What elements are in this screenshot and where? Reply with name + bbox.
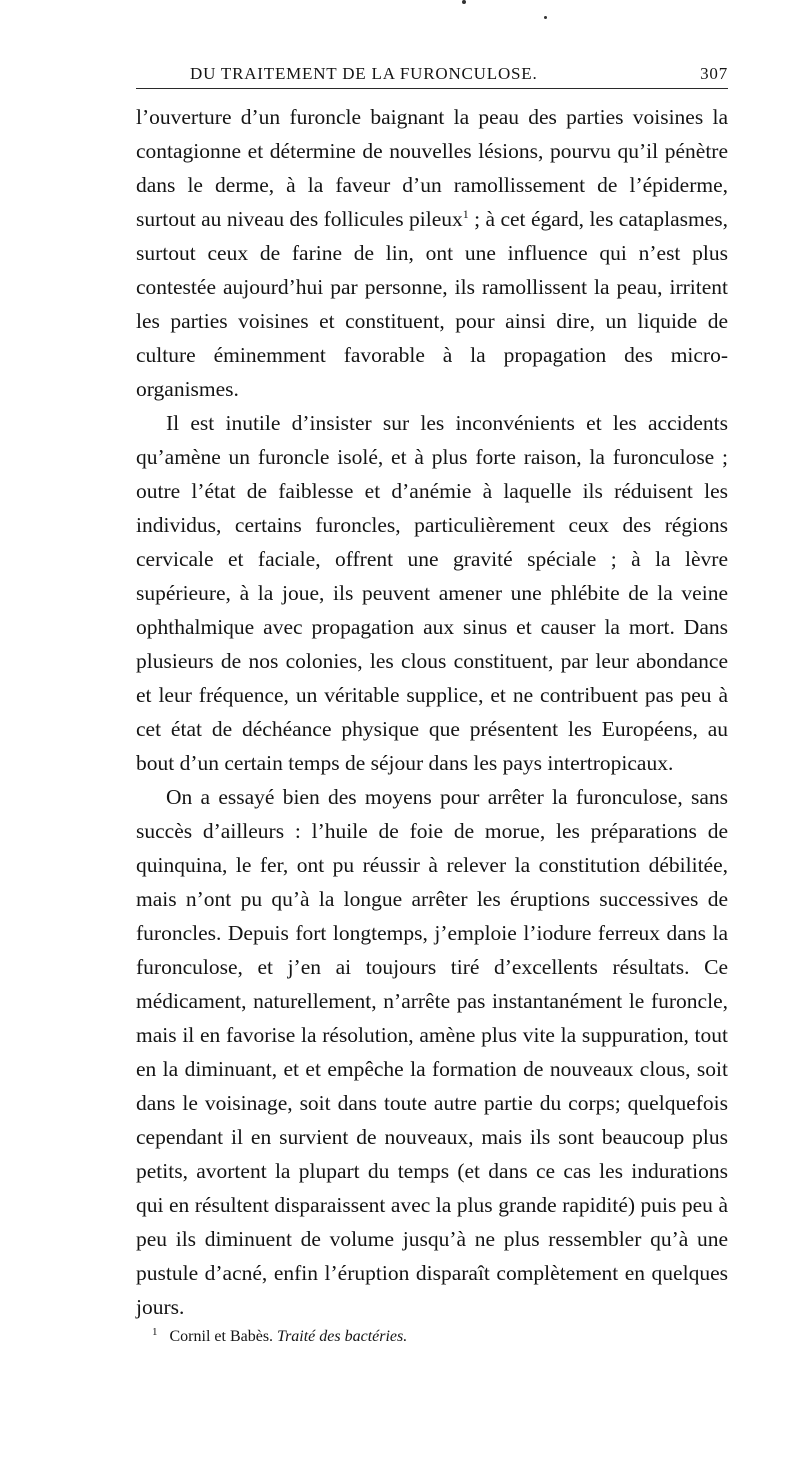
running-title: DU TRAITEMENT DE LA FURONCULOSE. [190,64,538,83]
print-speck [462,0,466,4]
book-page [136,60,728,1345]
paragraph-2: Il est inutile d’insister sur les inconvénients et les accidents qu’amène un furoncle isolé, et à plus forte raison, la furonculose ; outre l’état de faiblesse et d’anémie à laquelle ils réduisent les individus, certains furoncles, particulièrement ceux des régions cervicale et faciale, offrent une gravité spéciale ; à la lèvre supérieure, à la joue, ils peuvent amener une phlébite de la veine ophthalmique avec propagation aux sinus et causer la mort. Dans plusieurs de nos colonies, les clous constituent, par leur abondance et leur fréquence, un véritable supplice, et ne contribuent pas peu à cet état de déchéance physique que présentent les Européens, au bout d’un certain temps de séjour dans les pays intertropicaux. [136,411,728,775]
footnote-reference[interactable]: 1 [462,207,469,221]
footnote-title: Traité des bactéries. [277,1328,408,1345]
running-head [136,60,728,92]
footnote [152,1326,407,1346]
paragraph-1-text-end: ; à cet égard, les cataplasmes, surtout ceux de farine de lin, ont une influence qui n’est plus contestée aujourd’hui par personne, ils ramollissent la peau, irritent les parties voisines et constituent, pour ainsi dire, un liquide de culture éminemment favorable à la propagation des micro-organismes. [136,207,728,401]
paragraph-3: On a essayé bien des moyens pour arrêter la furonculose, sans succès d’ailleurs : l’huile de foie de morue, les préparations de quinquina, le fer, ont pu réussir à relever la constitution débilitée, mais n’ont pu qu’à la longue arrêter les éruptions successives de furoncles. Depuis fort longtemps, j’emploie l’iodure ferreux dans la furonculose, et j’en ai toujours tiré d’excellents résultats. Ce médicament, naturellement, n’arrête pas instantanément le furoncle, mais il en favorise la résolution, amène plus vite la suppuration, tout en la diminuant, et et empêche la formation de nouveaux clous, soit dans le voisinage, soit dans toute autre partie du corps; quelquefois cependant il en survient de nouveaux, mais ils sont beaucoup plus petits, avortent la plupart du temps (et dans ce cas les indurations qui en résultent disparaissent avec la plus grande rapidité) puis peu à peu ils diminuent de volume jusqu’à ne plus ressembler qu’à une pustule d’acné, enfin l’éruption disparaît complètement en quelques jours. [136,785,728,1319]
header-rule [136,88,728,89]
print-speck [544,16,547,19]
footnote-marker: 1 [152,1326,158,1338]
paragraph-1 [136,100,728,406]
footnote-authors: Cornil et Babès. [169,1328,274,1345]
body-text [136,100,728,1324]
page-number: 307 [700,64,728,83]
paragraph-1-text-start: l’ouverture d’un furoncle baignant la peau des parties voisines la contagionne et détermine de nouvelles lésions, pourvu qu’il pénètre dans le derme, à la faveur d’un ramollissement de l’épiderme, surtout au niveau des follicules pileux [136,105,728,231]
